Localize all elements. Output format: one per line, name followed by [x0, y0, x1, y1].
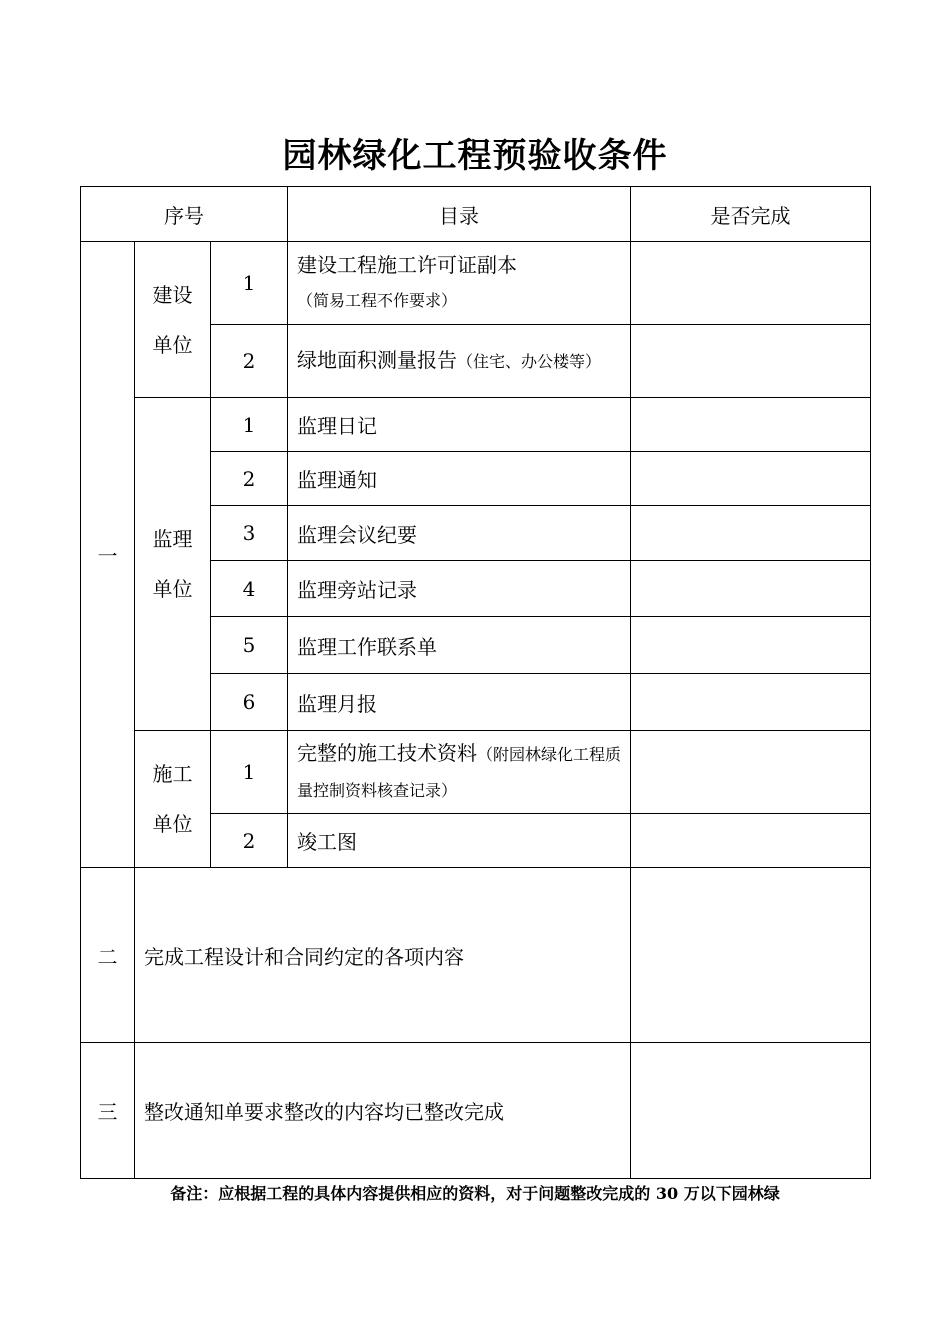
table-row: [81, 242, 871, 325]
done-cell[interactable]: [631, 731, 871, 814]
row-number: 4: [211, 561, 288, 617]
unit-contractor: 施工 单位: [135, 731, 211, 868]
done-cell[interactable]: [631, 1043, 871, 1179]
header-catalog: 目录: [288, 187, 631, 242]
table-row: [81, 868, 871, 1043]
row-number: 5: [211, 617, 288, 674]
table-row: [81, 1043, 871, 1179]
header-seq: 序号: [81, 187, 288, 242]
row-number: 6: [211, 674, 288, 731]
done-cell[interactable]: [631, 452, 871, 506]
done-cell[interactable]: [631, 617, 871, 674]
item-note: （住宅、办公楼等）: [457, 352, 602, 371]
done-cell[interactable]: [631, 674, 871, 731]
row-number: 1: [211, 242, 288, 325]
item-note: （附园林绿化工程质量控制资料核查记录）: [297, 745, 622, 800]
done-cell[interactable]: [631, 506, 871, 561]
section-three-label: 三: [81, 1043, 135, 1179]
item-text: 竣工图: [288, 814, 631, 868]
unit-construction-owner: 建设 单位: [135, 242, 211, 398]
table-row: [81, 398, 871, 452]
item-text: 监理通知: [288, 452, 631, 506]
acceptance-table: [80, 186, 871, 1179]
footnote: 备注：应根据工程的具体内容提供相应的资料，对于问题整改完成的 30 万以下园林绿: [170, 1184, 780, 1203]
item-cell: [288, 325, 631, 398]
done-cell[interactable]: [631, 325, 871, 398]
row-number: 3: [211, 506, 288, 561]
item-text: 绿地面积测量报告: [297, 348, 458, 372]
done-cell[interactable]: [631, 868, 871, 1043]
done-cell[interactable]: [631, 561, 871, 617]
unit-supervisor: 监理 单位: [135, 398, 211, 731]
header-done: 是否完成: [631, 187, 871, 242]
row-number: 2: [211, 452, 288, 506]
done-cell[interactable]: [631, 398, 871, 452]
item-text: 监理月报: [288, 674, 631, 731]
row-number: 2: [211, 325, 288, 398]
document-title: 园林绿化工程预验收条件: [282, 136, 668, 176]
section-two-label: 二: [81, 868, 135, 1043]
item-note: （简易工程不作要求）: [297, 291, 458, 310]
item-text: 监理会议纪要: [288, 506, 631, 561]
item-cell: [288, 731, 631, 814]
section-three-text: 整改通知单要求整改的内容均已整改完成: [135, 1043, 631, 1179]
done-cell[interactable]: [631, 814, 871, 868]
row-number: 1: [211, 731, 288, 814]
item-cell: [288, 242, 631, 325]
item-text: 完整的施工技术资料: [297, 741, 478, 765]
item-text: 监理工作联系单: [288, 617, 631, 674]
header-row: [81, 187, 871, 242]
section-two-text: 完成工程设计和合同约定的各项内容: [135, 868, 631, 1043]
section-one-label: 一: [81, 242, 135, 868]
done-cell[interactable]: [631, 242, 871, 325]
item-text: 建设工程施工许可证副本: [297, 253, 518, 277]
row-number: 1: [211, 398, 288, 452]
item-text: 监理旁站记录: [288, 561, 631, 617]
row-number: 2: [211, 814, 288, 868]
item-text: 监理日记: [288, 398, 631, 452]
table-row: [81, 731, 871, 814]
